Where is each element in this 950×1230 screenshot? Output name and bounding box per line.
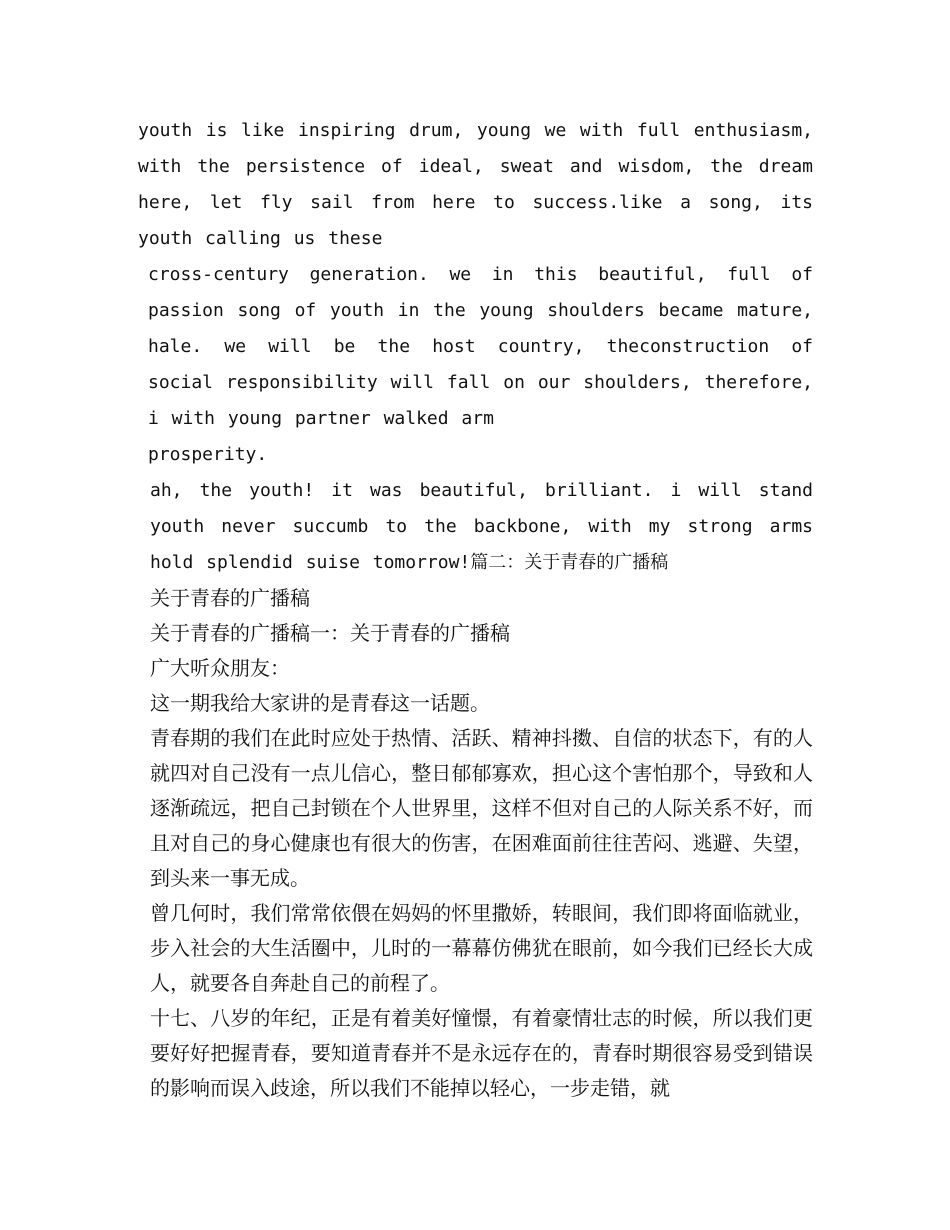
document-page — [138, 113, 813, 1213]
section-subheading: 关于青春的广播稿一：关于青春的广播稿 — [150, 621, 510, 645]
paragraph-en-2: cross-century generation. we in this beautiful, full of passion song of youth in the young shoulders became mature, hale. we will be the host country, theconstruction of social responsibility will fall on our shoulders, therefore, i with young partner walked arm — [148, 264, 813, 429]
paragraph-en-3: prosperity. — [148, 444, 268, 465]
paragraph-cn-3: 曾几何时，我们常常依偎在妈妈的怀里撒娇，转眼间，我们即将面临就业，步入社会的大生活圈中，儿时的一幕幕仿佛犹在眼前，如今我们已经长大成人，就要各自奔赴自己的前程了。 — [150, 901, 813, 995]
paragraph-en-1: youth is like inspiring drum, young we with full enthusiasm, with the persistence of ideal, sweat and wisdom, the dream here, let fly sail from here to success.like a song, its youth calling us these — [138, 120, 813, 249]
paragraph-en-4: ah, the youth! it was beautiful, brilliant. i will stand youth never succumb to the backbone, with my strong arms hold splendid suise tomorrow!篇二：关于青春的广播稿 — [150, 480, 813, 573]
paragraph-cn-1: 这一期我给大家讲的是青春这一话题。 — [150, 691, 490, 715]
paragraph-cn-2: 青春期的我们在此时应处于热情、活跃、精神抖擞、自信的状态下，有的人就四对自己没有一点儿信心，整日郁郁寡欢，担心这个害怕那个，导致和人逐渐疏远，把自己封锁在个人世界里，这样不但对自己的人际关系不好，而且对自己的身心健康也有很大的伤害，在困难面前往往苦闷、逃避、失望，到头来一事无成。 — [150, 726, 813, 890]
paragraph-cn-4: 十七、八岁的年纪，正是有着美好憧憬，有着豪情壮志的时候，所以我们更要好好把握青春，要知道青春并不是永远存在的，青春时期很容易受到错误的影响而误入歧途，所以我们不能掉以轻心，一步走错，就 — [150, 1006, 813, 1100]
salutation: 广大听众朋友： — [150, 656, 290, 680]
section-heading: 关于青春的广播稿 — [150, 586, 310, 610]
